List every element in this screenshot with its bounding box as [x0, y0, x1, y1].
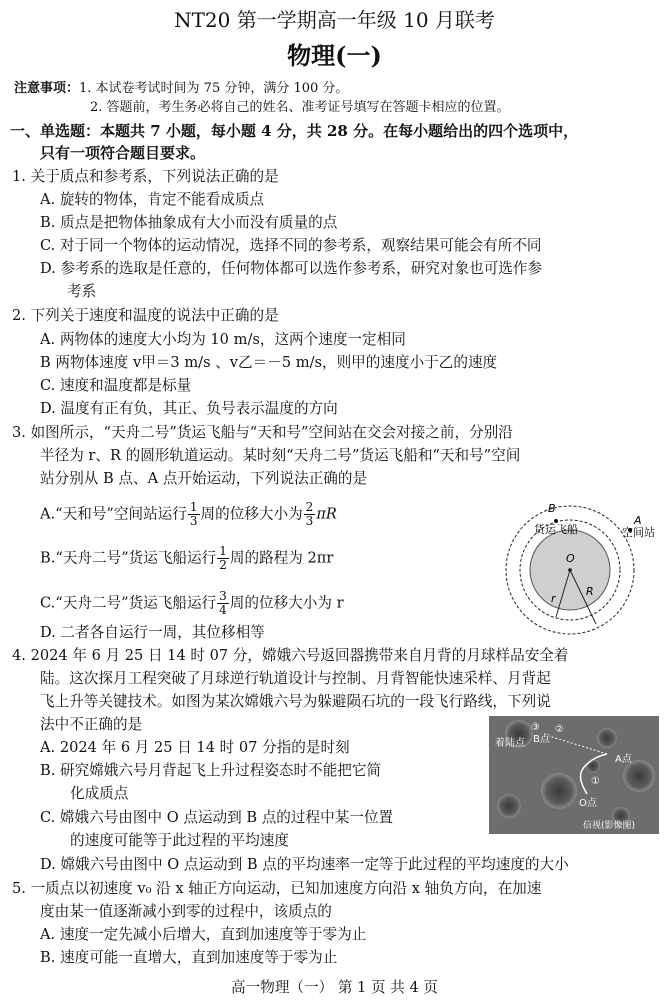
q4-stem-line-4: 法中不正确的是	[40, 716, 143, 733]
page-footer: 高一物理（一） 第 1 页 共 4 页	[231, 979, 438, 996]
q4-option-b-line-1: B. 研究嫦娥六号月背起飞上升过程姿态时不能把它简	[40, 762, 382, 779]
q3-stem-line-2: 半径为 r、R 的圆形轨道运动。某时刻“天舟二号”货运飞船和“天和号”空间	[40, 447, 521, 464]
q3-stem-line-1: 3. 如图所示，“天舟二号”货运飞船与“天和号”空间站在交会对接之前，分别沿	[12, 424, 513, 441]
q1-option-b: B. 质点是把物体抽象成有大小而没有质量的点	[40, 214, 338, 231]
q3-option-c	[40, 590, 344, 617]
q2-option-b: B 两物体速度 v甲＝3 m/s 、v乙＝－5 m/s，则甲的速度小于乙的速度	[40, 354, 498, 371]
q3-b-fraction	[217, 545, 229, 572]
q3-stem-line-3: 站分别从 B 点、A 点开始运动，下列说法正确的是	[40, 470, 368, 487]
label-landing: 着陆点	[495, 738, 525, 749]
section-heading-line-1: 一、单选题：本题共 7 小题，每小题 4 分，共 28 分。在每小题给出的四个选项中，	[10, 122, 579, 140]
q3-b-frac-den: 2	[219, 558, 227, 572]
q3-b-frac-num: 1	[219, 544, 227, 558]
q3-c-fraction	[217, 590, 229, 617]
q4-option-a: A. 2024 年 6 月 25 日 14 时 07 分指的是时刻	[40, 739, 350, 756]
q3-a-text-3: πR	[316, 505, 337, 523]
notes-item-2: 2. 答题前，考生务必将自己的姓名、准考证号填写在答题卡相应的位置。	[90, 100, 510, 115]
q4-option-c-line-2: 的速度可能等于此过程的平均速度	[70, 832, 289, 849]
q3-a-frac2-num: 2	[305, 500, 314, 514]
label-ship: 货运飞船	[534, 523, 578, 536]
label-num-3: ③	[531, 722, 540, 733]
label-big-r: R	[586, 585, 594, 598]
q3-option-a	[40, 501, 337, 528]
q3-orbit-diagram	[488, 496, 660, 636]
label-a-point: A点	[615, 754, 632, 765]
label-station: 空间站	[622, 526, 655, 539]
q3-c-frac-den: 4	[219, 603, 227, 617]
subject-title: 物理(一)	[287, 41, 382, 70]
crater-4	[541, 773, 577, 809]
q1-option-d-line-1: D. 参考系的选取是任意的，任何物体都可以选作参考系，研究对象也可选作参	[40, 260, 543, 277]
q4-stem-line-3: 飞上升等关键技术。如图为某次嫦娥六号为躲避陨石坑的一段飞行路线，下列说	[40, 693, 551, 710]
label-b-point: B点	[533, 734, 550, 745]
q4-option-b-line-2: 化成质点	[70, 785, 129, 802]
q3-c-text-1: C.“天舟二号”货运飞船运行	[40, 594, 217, 612]
label-a: A	[634, 514, 642, 527]
q3-a-frac1-den: 3	[189, 514, 198, 528]
q3-a-text-1: A.“天和号”空间站运行	[40, 505, 187, 523]
q4-moon-photo	[489, 716, 659, 834]
label-o-point: O点	[579, 798, 597, 809]
q3-a-frac2-den: 3	[305, 514, 314, 528]
q3-c-text-2: 周的位移大小为 r	[229, 594, 344, 612]
notes-label: 注意事项：	[14, 81, 80, 96]
q3-b-text-1: B.“天舟二号”货运飞船运行	[40, 549, 217, 567]
label-r: r	[551, 592, 556, 605]
q1-stem: 1. 关于质点和参考系，下列说法正确的是	[12, 168, 279, 185]
label-b: B	[548, 502, 556, 515]
q2-option-a: A. 两物体的速度大小均为 10 m/s，这两个速度一定相同	[40, 331, 406, 348]
q5-stem-line-1: 5. 一质点以初速度 v₀ 沿 x 轴正方向运动，已知加速度方向沿 x 轴负方向，在加速	[12, 880, 542, 897]
q5-option-b: B. 速度可能一直增大，直到加速度等于零为止	[40, 949, 338, 966]
section-heading-line-2: 只有一项符合题目要求。	[40, 144, 206, 162]
q4-stem-line-2: 陆。这次探月工程突破了月球逆行轨道设计与控制、月背智能快速采样、月背起	[40, 670, 551, 687]
q1-option-a: A. 旋转的物体，肯定不能看成质点	[40, 191, 265, 208]
label-num-2: ②	[555, 724, 564, 735]
photo-caption: 信视(影像图)	[583, 821, 636, 831]
label-num-1: ①	[591, 776, 600, 787]
exam-title: NT20 第一学期高一年级 10 月联考	[174, 8, 495, 32]
crater-5	[497, 794, 521, 818]
q4-option-d: D. 嫦娥六号由图中 O 点运动到 B 点的平均速率一定等于此过程的平均速度的大小	[40, 856, 569, 873]
q2-option-c: C. 速度和温度都是标量	[40, 377, 192, 394]
label-o: O	[566, 552, 575, 565]
q5-option-a: A. 速度一定先减小后增大，直到加速度等于零为止	[40, 926, 367, 943]
q3-option-b	[40, 545, 333, 572]
q3-a-text-2: 周的位移大小为	[200, 505, 303, 523]
notes-item-1: 1. 本试卷考试时间为 75 分钟，满分 100 分。	[79, 81, 349, 96]
q1-option-c: C. 对于同一个物体的运动情况，选择不同的参考系，观察结果可能会有所不同	[40, 237, 542, 254]
crater-7	[586, 759, 600, 773]
q4-option-c-line-1: C. 嫦娥六号由图中 O 点运动到 B 点的过程中某一位置	[40, 809, 394, 826]
q3-a-fraction-2	[304, 501, 316, 528]
q2-stem: 2. 下列关于速度和温度的说法中正确的是	[12, 307, 279, 324]
q3-a-frac1-num: 1	[189, 500, 198, 514]
notes-line-1	[14, 78, 348, 99]
q1-option-d-line-2: 考系	[67, 283, 97, 300]
q3-a-fraction-1	[188, 501, 200, 528]
q3-b-text-2: 周的路程为 2πr	[229, 549, 334, 567]
q5-stem-line-2: 度由某一值逐渐减小到零的过程中，该质点的	[40, 903, 332, 920]
q2-option-d: D. 温度有正有负，其正、负号表示温度的方向	[40, 400, 338, 417]
crater-2	[597, 728, 617, 748]
q3-option-d: D. 二者各自运行一周，其位移相等	[40, 624, 265, 641]
q3-c-frac-num: 3	[219, 589, 227, 603]
q4-stem-line-1: 4. 2024 年 6 月 25 日 14 时 07 分，嫦娥六号返回器携带来自月背的月球样品安全着	[12, 647, 569, 664]
